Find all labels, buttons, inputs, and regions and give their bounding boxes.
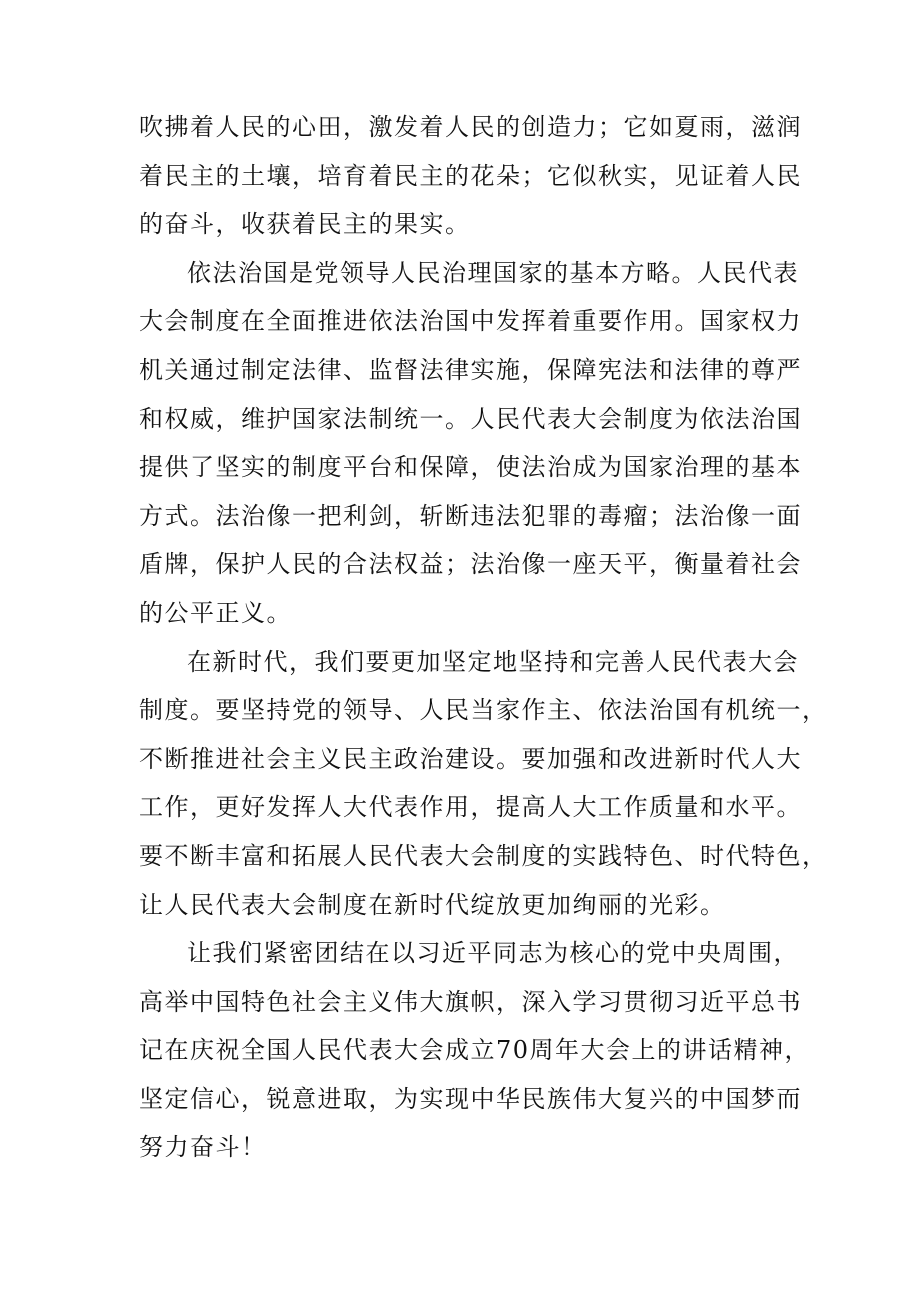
text-line: 盾牌，保护人民的合法权益；法治像一座天平，衡量着社会 [139,550,802,579]
text-line: 要不断丰富和拓展人民代表大会制度的实践特色、时代特色， [139,841,828,870]
text-line: 让人民代表大会制度在新时代绽放更加绚丽的光彩。 [139,890,726,919]
text-line: 高举中国特色社会主义伟大旗帜，深入学习贯彻习近平总书 [139,987,802,1016]
paragraph-2 [139,249,802,638]
text-line: 在新时代，我们要更加坚定地坚持和完善人民代表大会 [187,647,799,676]
paragraph-4 [139,929,811,1172]
text-line: 吹拂着人民的心田，激发着人民的创造力；它如夏雨，滋润 [139,113,802,141]
text-line: 着民主的土壤，培育着民主的花朵；它似秋实，见证着人民 [139,161,802,190]
text-line: 大会制度在全面推进依法治国中发挥着重要作用。国家权力 [139,307,802,336]
text-line: 不断推进社会主义民主政治建设。要加强和改进新时代人大 [139,744,802,773]
text-line: 的公平正义。 [139,598,292,627]
text-line: 坚定信心，锐意进取，为实现中华民族伟大复兴的中国梦而 [139,1084,802,1113]
text-line: 记在庆祝全国人民代表大会成立70周年大会上的讲话精神， [139,1036,811,1065]
text-line: 努力奋斗！ [139,1133,267,1162]
text-line: 依法治国是党领导人民治理国家的基本方略。人民代表 [187,258,799,287]
text-line: 提供了坚实的制度平台和保障，使法治成为国家治理的基本 [139,453,802,482]
text-line: 和权威，维护国家法制统一。人民代表大会制度为依法治国 [139,404,802,433]
text-line: 制度。要坚持党的领导、人民当家作主、依法治国有机统一， [139,696,828,725]
text-line: 的奋斗，收获着民主的果实。 [139,210,471,239]
text-line: 方式。法治像一把利剑，斩断违法犯罪的毒瘤；法治像一面 [139,501,802,530]
paragraph-1 [139,103,802,249]
document-body [139,103,828,1172]
text-line: 机关通过制定法律、监督法律实施，保障宪法和法律的尊严 [139,355,802,384]
text-line: 工作，更好发挥人大代表作用，提高人大工作质量和水平。 [139,793,802,822]
paragraph-3 [139,638,828,930]
text-line: 让我们紧密团结在以习近平同志为核心的党中央周围， [187,939,799,968]
